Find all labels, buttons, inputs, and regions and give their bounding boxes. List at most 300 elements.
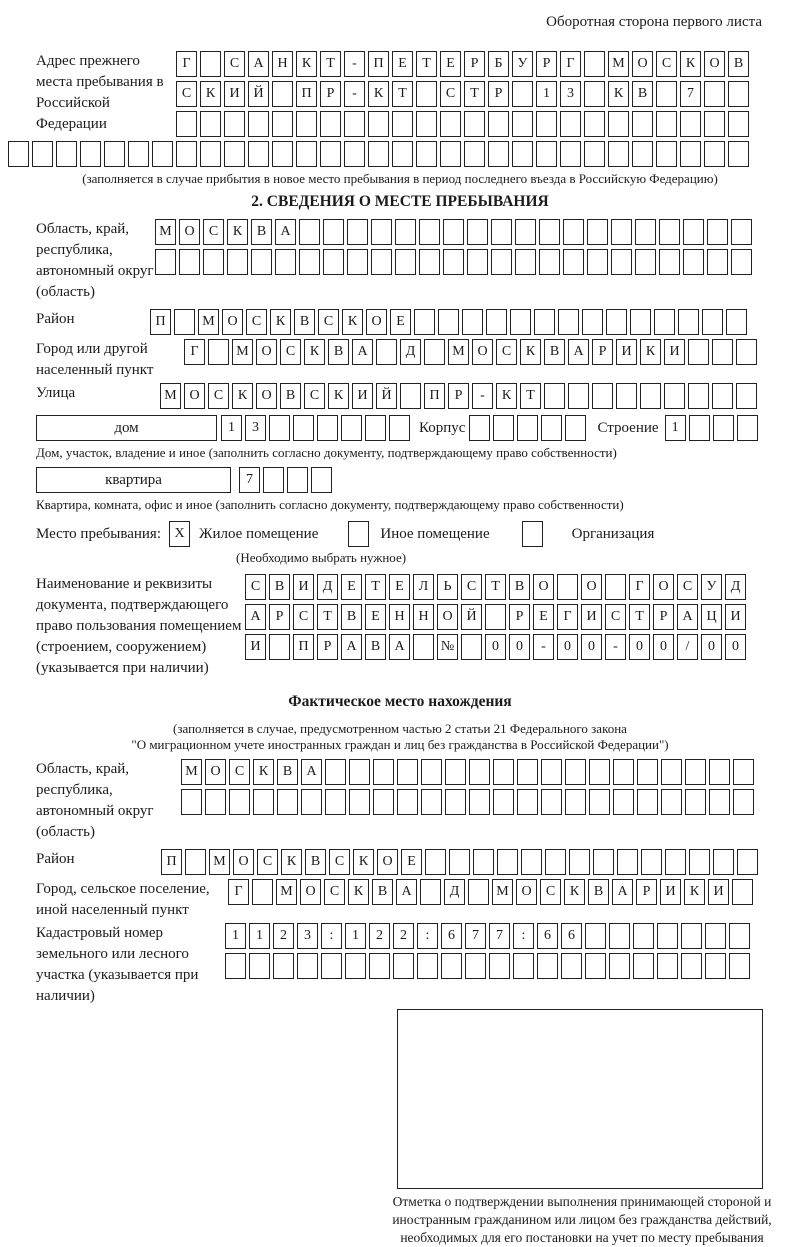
char-box: [397, 789, 418, 815]
char-box: 0: [581, 634, 602, 660]
char-box: [733, 759, 754, 785]
char-box: С: [280, 339, 301, 365]
char-box: Т: [365, 574, 386, 600]
char-box: В: [372, 879, 393, 905]
char-box: О: [179, 219, 200, 245]
char-box: И: [660, 879, 681, 905]
char-box: К: [353, 849, 374, 875]
char-box: [299, 219, 320, 245]
char-box: А: [248, 51, 269, 77]
char-box: Р: [269, 604, 290, 630]
char-box: Р: [317, 634, 338, 660]
char-box: 7: [239, 467, 260, 493]
char-box: Р: [464, 51, 485, 77]
stroenie-label: Строение: [597, 420, 659, 436]
char-box: [656, 141, 677, 167]
char-box: -: [344, 51, 365, 77]
char-row-prev-address-1: [176, 51, 752, 77]
char-box: О: [653, 574, 674, 600]
char-box: О: [205, 759, 226, 785]
char-box: [419, 219, 440, 245]
char-box: Ь: [437, 574, 458, 600]
char-box: [413, 634, 434, 660]
char-box: [661, 789, 682, 815]
char-box: Р: [636, 879, 657, 905]
char-box: С: [176, 81, 197, 107]
char-box: [80, 141, 101, 167]
char-box: В: [365, 634, 386, 660]
char-box: К: [342, 309, 363, 335]
char-box: [347, 249, 368, 275]
char-box: [414, 309, 435, 335]
char-box: [656, 111, 677, 137]
char-box: С: [293, 604, 314, 630]
section2-region-label: Область, край, республика, автономный округ (область): [36, 221, 154, 300]
prev-address-rows: [176, 51, 752, 141]
char-box: [420, 879, 441, 905]
char-box: [443, 219, 464, 245]
char-box: [395, 219, 416, 245]
char-box: В: [632, 81, 653, 107]
char-box: [277, 789, 298, 815]
char-box: [681, 923, 702, 949]
char-box: [680, 141, 701, 167]
char-box: :: [321, 923, 342, 949]
char-box: [321, 953, 342, 979]
char-box: Й: [461, 604, 482, 630]
char-box: [608, 111, 629, 137]
char-box: [248, 141, 269, 167]
char-box: К: [232, 383, 253, 409]
char-box: С: [440, 81, 461, 107]
char-box: [299, 249, 320, 275]
section2-district-block: [36, 309, 764, 339]
char-box: К: [227, 219, 248, 245]
char-box: [709, 759, 730, 785]
char-box: А: [341, 634, 362, 660]
char-box: [563, 249, 584, 275]
char-row-s2-city: [184, 339, 760, 365]
char-box: Т: [629, 604, 650, 630]
char-box: О: [222, 309, 243, 335]
char-box: [491, 219, 512, 245]
section2-street-block: [36, 383, 764, 413]
char-box: 7: [465, 923, 486, 949]
char-box: С: [318, 309, 339, 335]
char-box: С: [245, 574, 266, 600]
apartment-widebox: квартира: [36, 467, 231, 493]
char-box: А: [396, 879, 417, 905]
char-box: [323, 249, 344, 275]
char-box: О: [581, 574, 602, 600]
char-box: В: [269, 574, 290, 600]
char-box: [272, 81, 293, 107]
char-box: 2: [393, 923, 414, 949]
char-box: С: [229, 759, 250, 785]
char-box: В: [509, 574, 530, 600]
char-box: С: [605, 604, 626, 630]
actual-city-label: Город, сельское поселение, иной населенный пункт: [36, 881, 210, 918]
char-box: [702, 309, 723, 335]
char-box: Е: [390, 309, 411, 335]
char-box: Р: [536, 51, 557, 77]
char-box: М: [155, 219, 176, 245]
char-box: Е: [341, 574, 362, 600]
char-box: [488, 111, 509, 137]
char-box: [349, 789, 370, 815]
char-box: [541, 789, 562, 815]
char-box: [589, 759, 610, 785]
char-box: Н: [272, 51, 293, 77]
char-row-document-1: [245, 574, 749, 600]
char-box: [296, 111, 317, 137]
char-box: [443, 249, 464, 275]
char-box: [608, 141, 629, 167]
char-box: [461, 634, 482, 660]
char-box: В: [328, 339, 349, 365]
char-box: К: [608, 81, 629, 107]
char-box: [584, 141, 605, 167]
char-box: К: [680, 51, 701, 77]
char-box: [512, 81, 533, 107]
char-row-actual-district: [161, 849, 761, 875]
char-box: -: [472, 383, 493, 409]
char-box: [510, 309, 531, 335]
char-box: [252, 879, 273, 905]
char-box: [465, 953, 486, 979]
char-box: [512, 141, 533, 167]
char-box: [486, 309, 507, 335]
char-box: 1: [225, 923, 246, 949]
char-box: [392, 141, 413, 167]
char-box: [728, 141, 749, 167]
char-box: Е: [440, 51, 461, 77]
char-row-prev-address-4: [8, 141, 764, 167]
char-box: [609, 923, 630, 949]
char-box: 3: [297, 923, 318, 949]
char-box: [344, 141, 365, 167]
char-box: [368, 111, 389, 137]
char-box: [365, 415, 386, 441]
char-box: [563, 219, 584, 245]
char-box: [397, 759, 418, 785]
char-box: [541, 415, 562, 441]
char-box: [584, 51, 605, 77]
char-box: 0: [485, 634, 506, 660]
char-box: [227, 249, 248, 275]
char-row-korpus: [469, 415, 589, 441]
char-box: [733, 789, 754, 815]
char-box: [681, 953, 702, 979]
char-box: [736, 339, 757, 365]
actual-region-label: Область, край, республика, автономный округ (область): [36, 761, 154, 840]
document-block: [36, 574, 764, 679]
char-box: [176, 141, 197, 167]
option-organization-label: Организация: [571, 526, 655, 542]
char-box: [728, 111, 749, 137]
char-box: 7: [489, 923, 510, 949]
page-side-note: Оборотная сторона первого листа: [546, 14, 762, 30]
char-box: [611, 219, 632, 245]
char-box: 2: [273, 923, 294, 949]
char-box: [376, 339, 397, 365]
char-box: 3: [560, 81, 581, 107]
char-box: [729, 923, 750, 949]
char-box: Г: [557, 604, 578, 630]
char-box: П: [293, 634, 314, 660]
char-box: [534, 309, 555, 335]
char-box: Р: [488, 81, 509, 107]
char-box: М: [160, 383, 181, 409]
char-box: [174, 309, 195, 335]
char-box: [56, 141, 77, 167]
char-box: [584, 111, 605, 137]
char-box: [400, 383, 421, 409]
char-box: О: [184, 383, 205, 409]
char-box: С: [461, 574, 482, 600]
char-box: [491, 249, 512, 275]
char-box: [224, 111, 245, 137]
char-box: [311, 467, 332, 493]
char-box: [248, 111, 269, 137]
char-box: П: [296, 81, 317, 107]
char-box: А: [352, 339, 373, 365]
char-box: [269, 415, 290, 441]
char-box: В: [305, 849, 326, 875]
char-box: [568, 383, 589, 409]
char-box: Т: [320, 51, 341, 77]
char-box: :: [513, 923, 534, 949]
char-box: И: [664, 339, 685, 365]
char-box: [272, 111, 293, 137]
char-box: [536, 141, 557, 167]
document-label: Наименование и реквизиты документа, подтверждающего право пользования помещением (строением, сооружением) (указывается при наличии): [36, 576, 242, 676]
char-box: [425, 849, 446, 875]
char-box: [592, 383, 613, 409]
char-box: [561, 953, 582, 979]
char-box: О: [472, 339, 493, 365]
char-box: [729, 953, 750, 979]
char-box: [605, 574, 626, 600]
char-box: [707, 249, 728, 275]
char-box: Д: [317, 574, 338, 600]
char-box: /: [677, 634, 698, 660]
char-box: У: [512, 51, 533, 77]
char-box: [582, 309, 603, 335]
char-row-cadastral-2: [225, 953, 753, 979]
char-box: [416, 141, 437, 167]
char-box: [731, 219, 752, 245]
char-box: №: [437, 634, 458, 660]
char-box: С: [246, 309, 267, 335]
char-box: [441, 953, 462, 979]
char-box: В: [277, 759, 298, 785]
char-box: [371, 219, 392, 245]
char-box: [560, 141, 581, 167]
char-row-s2-district: [150, 309, 750, 335]
char-box: 0: [701, 634, 722, 660]
char-box: О: [233, 849, 254, 875]
char-box: Б: [488, 51, 509, 77]
char-box: [104, 141, 125, 167]
char-box: [208, 339, 229, 365]
char-box: [200, 51, 221, 77]
char-box: С: [496, 339, 517, 365]
char-box: [613, 759, 634, 785]
char-box: [440, 141, 461, 167]
char-box: [417, 953, 438, 979]
checkbox-other-premises: [348, 521, 369, 547]
house-row: [36, 415, 764, 441]
char-box: К: [200, 81, 221, 107]
char-box: [689, 415, 710, 441]
char-box: [517, 789, 538, 815]
char-box: М: [608, 51, 629, 77]
char-box: [253, 789, 274, 815]
char-box: К: [348, 879, 369, 905]
section2-city-label: Город или другой населенный пункт: [36, 341, 154, 378]
prev-address-caption: (заполняется в случае прибытия в новое место пребывания в период последнего въезда в Российскую Федерацию): [82, 171, 718, 186]
korpus-label: Корпус: [419, 420, 466, 436]
char-box: [654, 309, 675, 335]
section2-street-label: Улица: [36, 385, 76, 401]
char-box: Д: [725, 574, 746, 600]
char-box: 0: [653, 634, 674, 660]
char-box: [469, 415, 490, 441]
char-box: С: [540, 879, 561, 905]
char-row-cadastral-1: [225, 923, 753, 949]
char-box: [541, 759, 562, 785]
char-box: [560, 111, 581, 137]
char-box: Г: [560, 51, 581, 77]
char-box: [707, 219, 728, 245]
char-box: О: [533, 574, 554, 600]
char-box: [392, 111, 413, 137]
char-box: [200, 111, 221, 137]
char-box: [287, 467, 308, 493]
char-box: К: [640, 339, 661, 365]
char-box: К: [296, 51, 317, 77]
char-box: В: [544, 339, 565, 365]
char-box: [467, 249, 488, 275]
char-box: С: [656, 51, 677, 77]
char-box: -: [605, 634, 626, 660]
char-box: [536, 111, 557, 137]
char-box: О: [256, 339, 277, 365]
char-box: И: [352, 383, 373, 409]
char-box: Т: [464, 81, 485, 107]
char-box: Т: [317, 604, 338, 630]
char-box: [569, 849, 590, 875]
char-box: [179, 249, 200, 275]
char-box: [611, 249, 632, 275]
cadastral-block: [36, 923, 764, 1007]
actual-location-caption-2: "О миграционном учете иностранных граждан и лиц без гражданства в Российской Федерации"): [131, 737, 669, 752]
char-box: [421, 759, 442, 785]
char-box: [320, 141, 341, 167]
char-box: 7: [680, 81, 701, 107]
char-row-document-3: [245, 634, 749, 660]
stamp-box: [397, 1009, 763, 1189]
char-box: [633, 923, 654, 949]
char-box: [488, 141, 509, 167]
char-box: [683, 249, 704, 275]
char-box: [558, 309, 579, 335]
stay-type-note: (Необходимо выбрать нужное): [236, 550, 407, 565]
char-box: И: [224, 81, 245, 107]
char-box: А: [245, 604, 266, 630]
char-box: [152, 141, 173, 167]
char-box: О: [437, 604, 458, 630]
char-box: К: [564, 879, 585, 905]
char-box: [689, 849, 710, 875]
char-box: Т: [416, 51, 437, 77]
char-box: [263, 467, 284, 493]
char-box: [637, 789, 658, 815]
char-box: [325, 789, 346, 815]
char-box: [537, 953, 558, 979]
char-box: И: [616, 339, 637, 365]
char-box: [464, 111, 485, 137]
char-box: [373, 789, 394, 815]
char-box: К: [368, 81, 389, 107]
char-box: И: [581, 604, 602, 630]
char-box: [659, 249, 680, 275]
char-box: Н: [413, 604, 434, 630]
char-box: [685, 759, 706, 785]
char-box: К: [684, 879, 705, 905]
char-box: [389, 415, 410, 441]
char-box: [709, 789, 730, 815]
char-box: Г: [228, 879, 249, 905]
char-box: М: [209, 849, 230, 875]
char-box: [424, 339, 445, 365]
char-box: [251, 249, 272, 275]
char-box: [705, 953, 726, 979]
char-box: О: [516, 879, 537, 905]
char-box: [704, 81, 725, 107]
char-box: [637, 759, 658, 785]
char-box: [344, 111, 365, 137]
char-box: [613, 789, 634, 815]
char-box: [635, 249, 656, 275]
stay-type-row: [36, 521, 764, 547]
char-box: [683, 219, 704, 245]
char-box: [229, 789, 250, 815]
char-box: [176, 111, 197, 137]
char-box: М: [276, 879, 297, 905]
char-box: [737, 849, 758, 875]
char-box: Р: [320, 81, 341, 107]
house-widebox: дом: [36, 415, 217, 441]
char-box: Й: [376, 383, 397, 409]
char-box: [731, 249, 752, 275]
char-box: [517, 759, 538, 785]
char-box: [659, 219, 680, 245]
char-box: С: [203, 219, 224, 245]
char-row-s2-region-2: [155, 249, 755, 275]
char-box: [585, 953, 606, 979]
char-box: Е: [533, 604, 554, 630]
char-box: О: [704, 51, 725, 77]
char-box: [704, 141, 725, 167]
char-box: [224, 141, 245, 167]
char-row-stroenie: [665, 415, 761, 441]
char-box: Р: [653, 604, 674, 630]
char-box: [712, 339, 733, 365]
char-box: :: [417, 923, 438, 949]
char-box: 3: [245, 415, 266, 441]
